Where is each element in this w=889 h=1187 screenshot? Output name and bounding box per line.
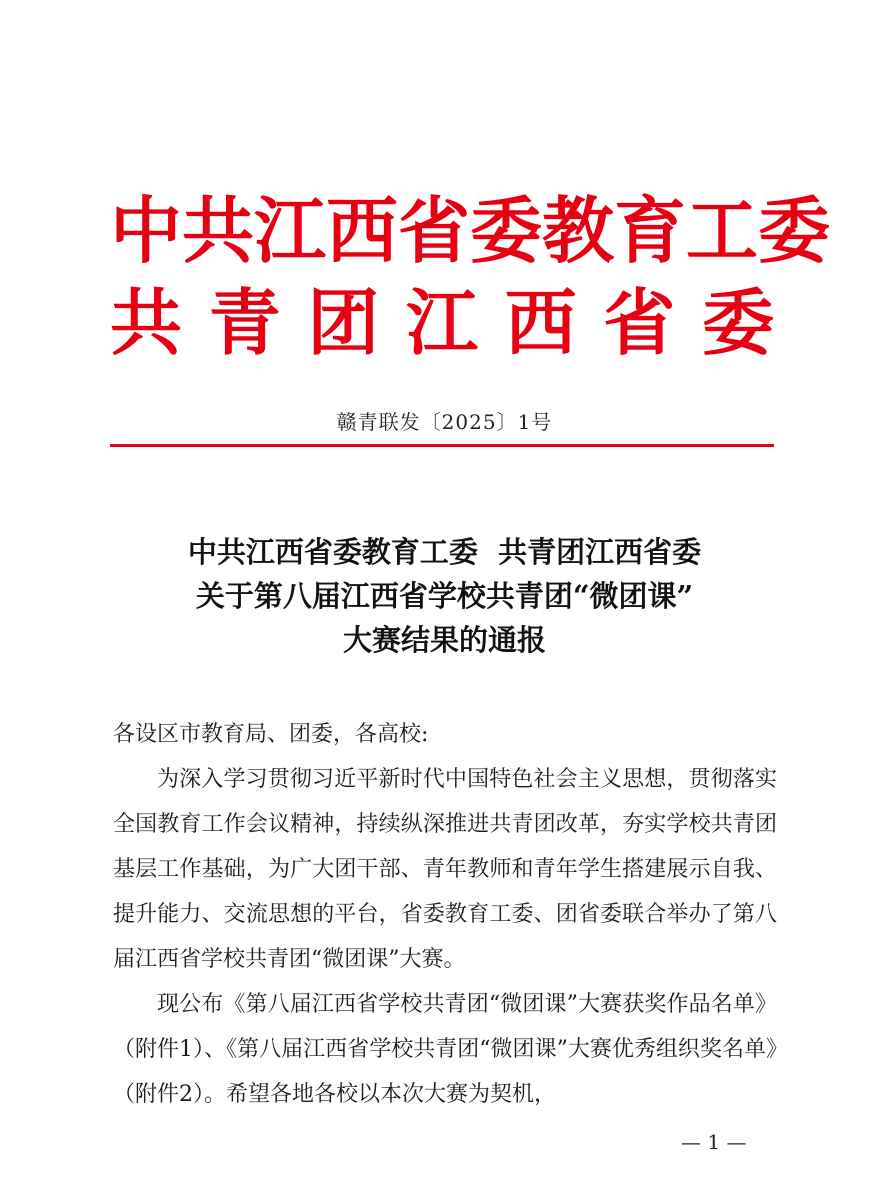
masthead-char: 团: [307, 281, 380, 365]
masthead-char: 青: [208, 281, 281, 365]
title-line-3: 大赛结果的通报: [342, 623, 546, 657]
title-line-1: 中共江西省委教育工委 共青团江西省委: [187, 535, 702, 569]
masthead-line-1: 中共江西省委教育工委: [110, 189, 831, 273]
masthead-char: 共: [110, 281, 183, 365]
paragraph-1: 为深入学习贯彻习近平新时代中国特色社会主义思想，贯彻落实全国教育工作会议精神，持续纵深推进共青团改革，夯实学校共青团基层工作基础，为广大团干部、青年教师和青年学生搭建展示自我、提升能力、交流思想的平台，省委教育工委、团省委联合举办了第八届江西省学校共青团“微团课”大赛。: [113, 767, 777, 972]
masthead-char: 委: [701, 281, 774, 365]
masthead-char: 江: [405, 281, 478, 365]
document-number: 赣青联发〔2025〕1号: [336, 410, 553, 434]
red-divider: [110, 444, 774, 447]
paragraph-2: 现公布《第八届江西省学校共青团“微团课”大赛获奖作品名单》（附件1）、《第八届江西省学校共青团“微团课”大赛优秀组织奖名单》（附件2）。希望各地各校以本次大赛为契机，: [113, 992, 777, 1107]
document-title: [0, 530, 889, 662]
title-line-2: 关于第八届江西省学校共青团“微团课”: [195, 579, 694, 613]
masthead-char: 省: [603, 281, 676, 365]
page-number: — 1 —: [681, 1130, 747, 1154]
salutation: 各设区市教育局、团委，各高校:: [113, 722, 429, 747]
masthead-char: 西: [504, 281, 577, 365]
masthead-line-2: [110, 278, 774, 368]
